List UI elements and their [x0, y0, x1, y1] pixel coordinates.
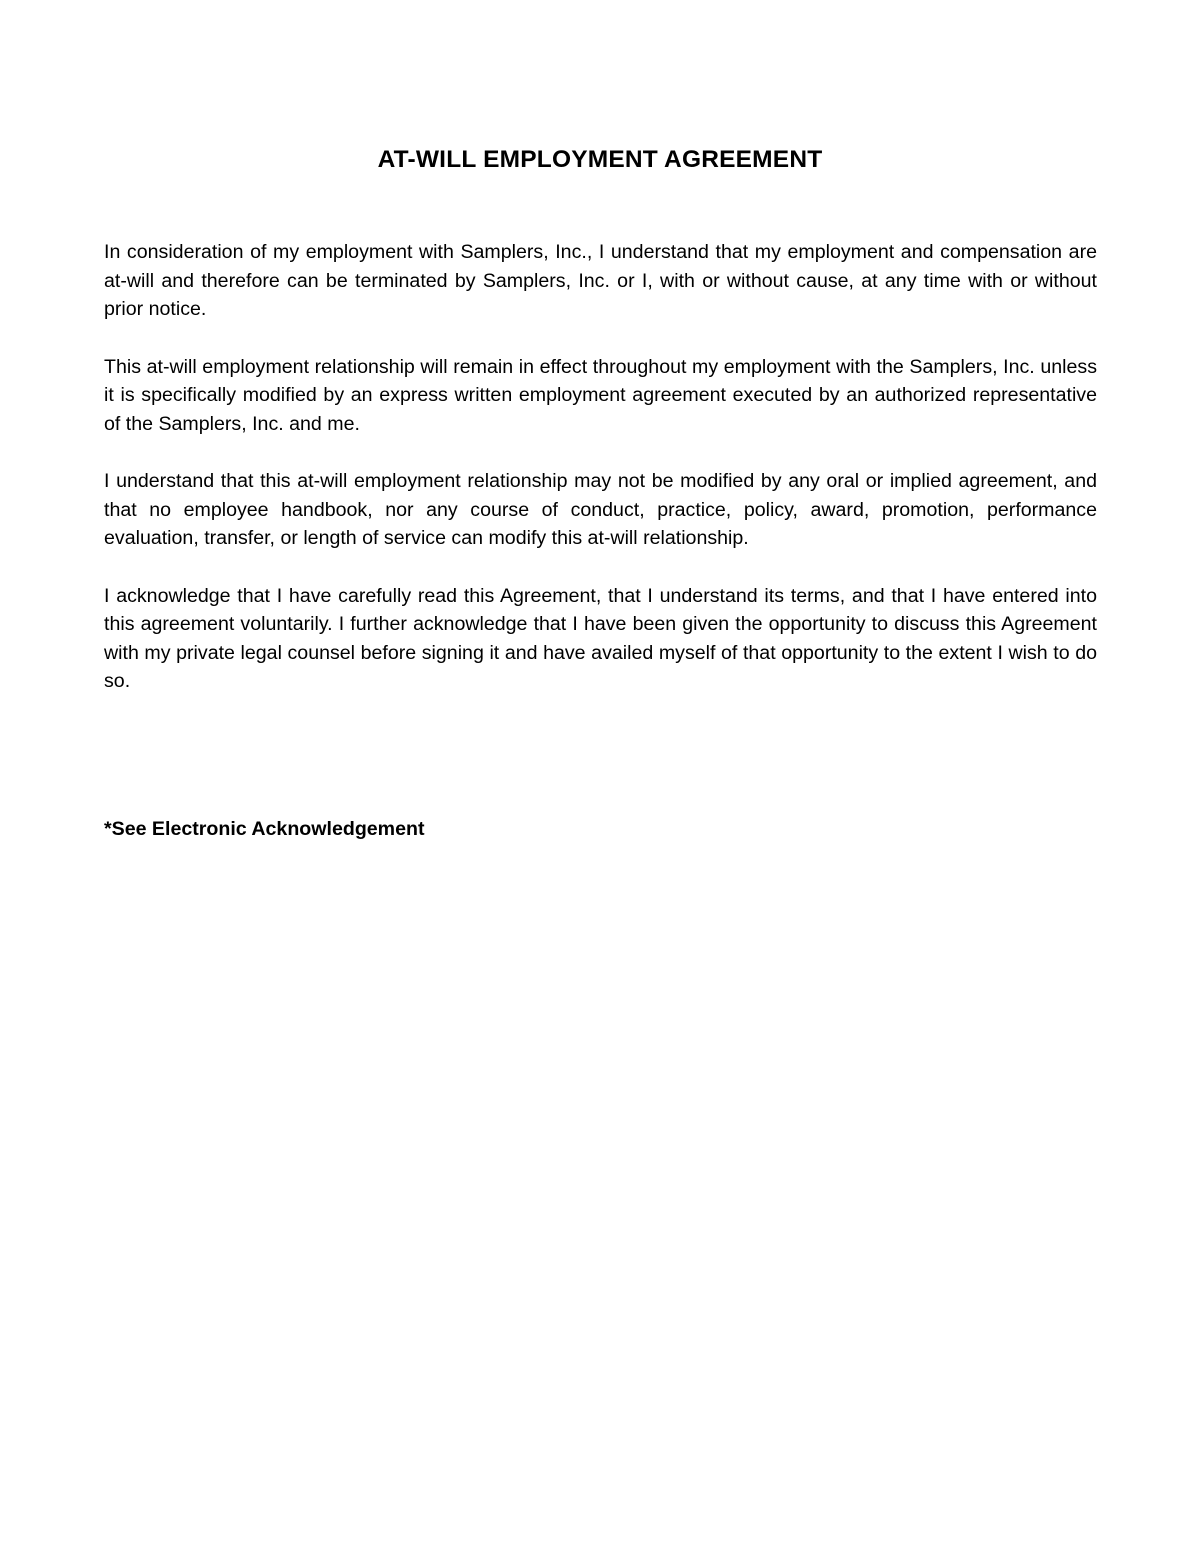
paragraph-acknowledgement: I acknowledge that I have carefully read this Agreement, that I understand its terms, and that I have entered into this agreement voluntarily. I further acknowledge that I have been given the opportunity to discuss this Agreement with my private legal counsel before signing it and have availed myself of that opportunity to the extent I wish to do so.: [104, 584, 1097, 692]
paragraph-relationship: This at-will employment relationship will remain in effect throughout my employment with the Samplers, Inc. unless it is specifically modified by an express written employment agreement executed by an authorized representative of the Samplers, Inc. and me.: [104, 355, 1097, 435]
document-body: [104, 238, 1097, 725]
paragraph-consideration: In consideration of my employment with Samplers, Inc., I understand that my employment and compensation are at-will and therefore can be terminated by Samplers, Inc. or I, with or without cause, at any time with or without prior notice.: [104, 241, 1097, 320]
paragraph-modification: I understand that this at-will employment relationship may not be modified by any oral or implied agreement, and that no employee handbook, nor any course of conduct, practice, policy, award, promotion, performance evaluation, transfer, or length of service can modify this at-will relationship.: [104, 470, 1097, 549]
electronic-acknowledgement-note: *See Electronic Acknowledgement: [104, 818, 425, 840]
document-title: AT-WILL EMPLOYMENT AGREEMENT: [377, 146, 823, 173]
